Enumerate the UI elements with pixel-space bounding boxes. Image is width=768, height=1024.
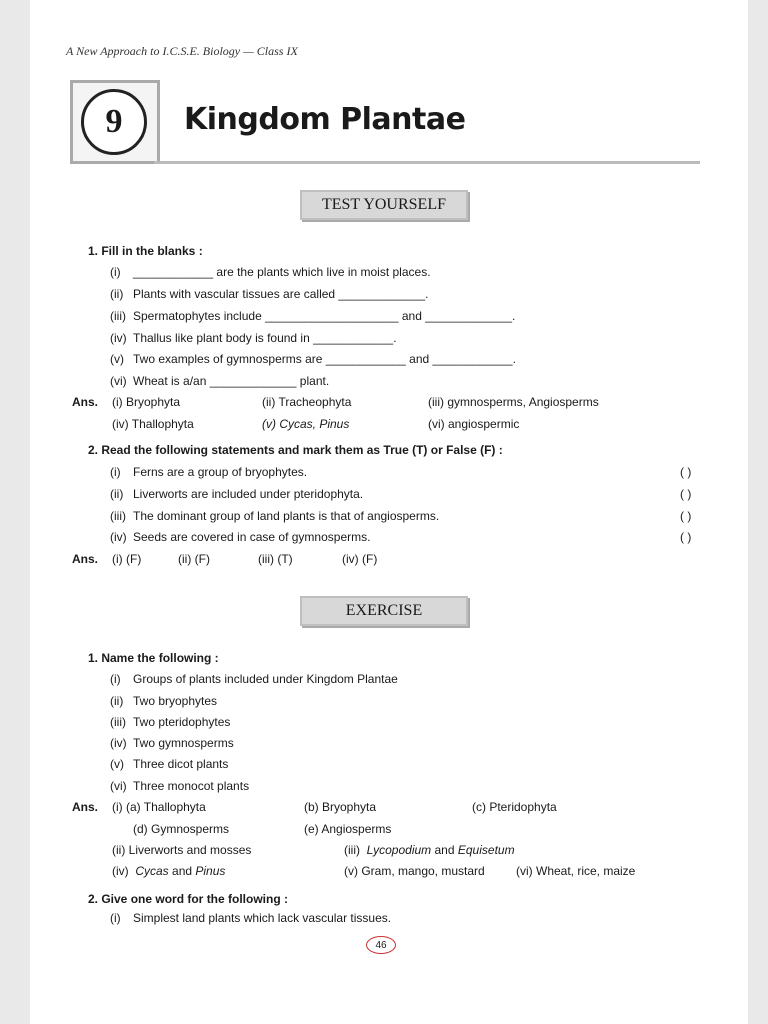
item-number: (iii) <box>110 309 126 323</box>
item-number: (ii) <box>110 694 124 708</box>
item-text: The dominant group of land plants is that of angiosperms. <box>133 509 440 523</box>
answer-item: (c) Pteridophyta <box>472 800 557 814</box>
chapter-title: Kingdom Plantae <box>184 102 466 137</box>
answer-connector: and <box>431 843 458 857</box>
section-exercise: EXERCISE <box>300 596 468 626</box>
item-number: (vi) <box>110 374 127 388</box>
answer-item: (vi) Wheat, rice, maize <box>516 864 636 878</box>
item-number: (ii) <box>110 287 124 301</box>
answer-label: Ans. <box>72 552 99 566</box>
item-number: (iv) <box>110 331 127 345</box>
answer-label: Ans. <box>72 395 99 409</box>
answer-bracket: ( ) <box>680 530 692 544</box>
item-text: Wheat is a/an _____________ plant. <box>133 374 330 388</box>
item-number: (i) <box>110 911 121 925</box>
answer-bracket: ( ) <box>680 487 692 501</box>
answer-item: (v) Cycas, Pinus <box>262 417 350 431</box>
answer-item: (ii) (F) <box>178 552 210 566</box>
item-number: (ii) <box>110 487 124 501</box>
item-number: (iv) <box>110 530 127 544</box>
answer-item: (iv) (F) <box>342 552 378 566</box>
answer-item: (b) Bryophyta <box>304 800 377 814</box>
answer-item: (i) (a) Thallophyta <box>112 800 206 814</box>
item-number: (iv) <box>110 736 127 750</box>
answer-term: Pinus <box>195 864 226 878</box>
answer-term: Lycopodium <box>366 843 432 857</box>
answer-number: (iv) <box>112 864 129 878</box>
item-number: (v) <box>110 757 124 771</box>
answer-item: (iii) (T) <box>258 552 293 566</box>
item-number: (iii) <box>110 509 126 523</box>
answer-item: (i) Bryophyta <box>112 395 181 409</box>
chapter-number: 9 <box>81 89 147 155</box>
item-text: Three dicot plants <box>133 757 229 771</box>
item-text: Liverworts are included under pteridophyta. <box>133 487 364 501</box>
item-number: (i) <box>110 672 121 686</box>
answer-item: (e) Angiosperms <box>304 822 392 836</box>
answer-item <box>344 843 515 857</box>
item-number: (i) <box>110 265 121 279</box>
answer-bracket: ( ) <box>680 509 692 523</box>
answer-item: (ii) Tracheophyta <box>262 395 352 409</box>
answer-item: (ii) Liverworts and mosses <box>112 843 252 857</box>
answer-item: (i) (F) <box>112 552 142 566</box>
item-number: (iii) <box>110 715 126 729</box>
answer-item: (iv) Thallophyta <box>112 417 194 431</box>
item-number: (v) <box>110 352 124 366</box>
item-text: Groups of plants included under Kingdom Plantae <box>133 672 398 686</box>
question-title: 2. Read the following statements and mark them as True (T) or False (F) : <box>88 443 503 457</box>
question-title: 1. Fill in the blanks : <box>88 244 203 258</box>
item-text: Thallus like plant body is found in ____________. <box>133 331 397 345</box>
item-text: Three monocot plants <box>133 779 250 793</box>
item-text: Ferns are a group of bryophytes. <box>133 465 308 479</box>
item-text: Seeds are covered in case of gymnosperms. <box>133 530 371 544</box>
item-text: Two examples of gymnosperms are ____________ and ____________. <box>133 352 516 366</box>
item-text: Two pteridophytes <box>133 715 231 729</box>
answer-label: Ans. <box>72 800 99 814</box>
answer-item: (v) Gram, mango, mustard <box>344 864 485 878</box>
title-rule <box>154 161 700 164</box>
item-number: (vi) <box>110 779 127 793</box>
chapter-number-box <box>70 80 160 164</box>
running-header: A New Approach to I.C.S.E. Biology — Class IX <box>66 44 298 58</box>
answer-item: (d) Gymnosperms <box>133 822 230 836</box>
answer-connector: and <box>168 864 196 878</box>
answer-term: Cycas <box>135 864 169 878</box>
document-page <box>30 0 748 1024</box>
page-number: 46 <box>366 936 396 954</box>
item-text: ____________ are the plants which live in moist places. <box>133 265 431 279</box>
item-text: Spermatophytes include ____________________ and _____________. <box>133 309 516 323</box>
answer-term: Equisetum <box>457 843 515 857</box>
answer-item <box>112 864 225 878</box>
item-text: Plants with vascular tissues are called _____________. <box>133 287 429 301</box>
answer-item: (vi) angiospermic <box>428 417 520 431</box>
item-number: (i) <box>110 465 121 479</box>
question-title: 1. Name the following : <box>88 651 219 665</box>
answer-number: (iii) <box>344 843 360 857</box>
answer-bracket: ( ) <box>680 465 692 479</box>
item-text: Simplest land plants which lack vascular tissues. <box>133 911 392 925</box>
answer-item: (iii) gymnosperms, Angiosperms <box>428 395 599 409</box>
section-test-yourself: TEST YOURSELF <box>300 190 468 220</box>
question-title: 2. Give one word for the following : <box>88 892 289 906</box>
item-text: Two gymnosperms <box>133 736 234 750</box>
item-text: Two bryophytes <box>133 694 218 708</box>
